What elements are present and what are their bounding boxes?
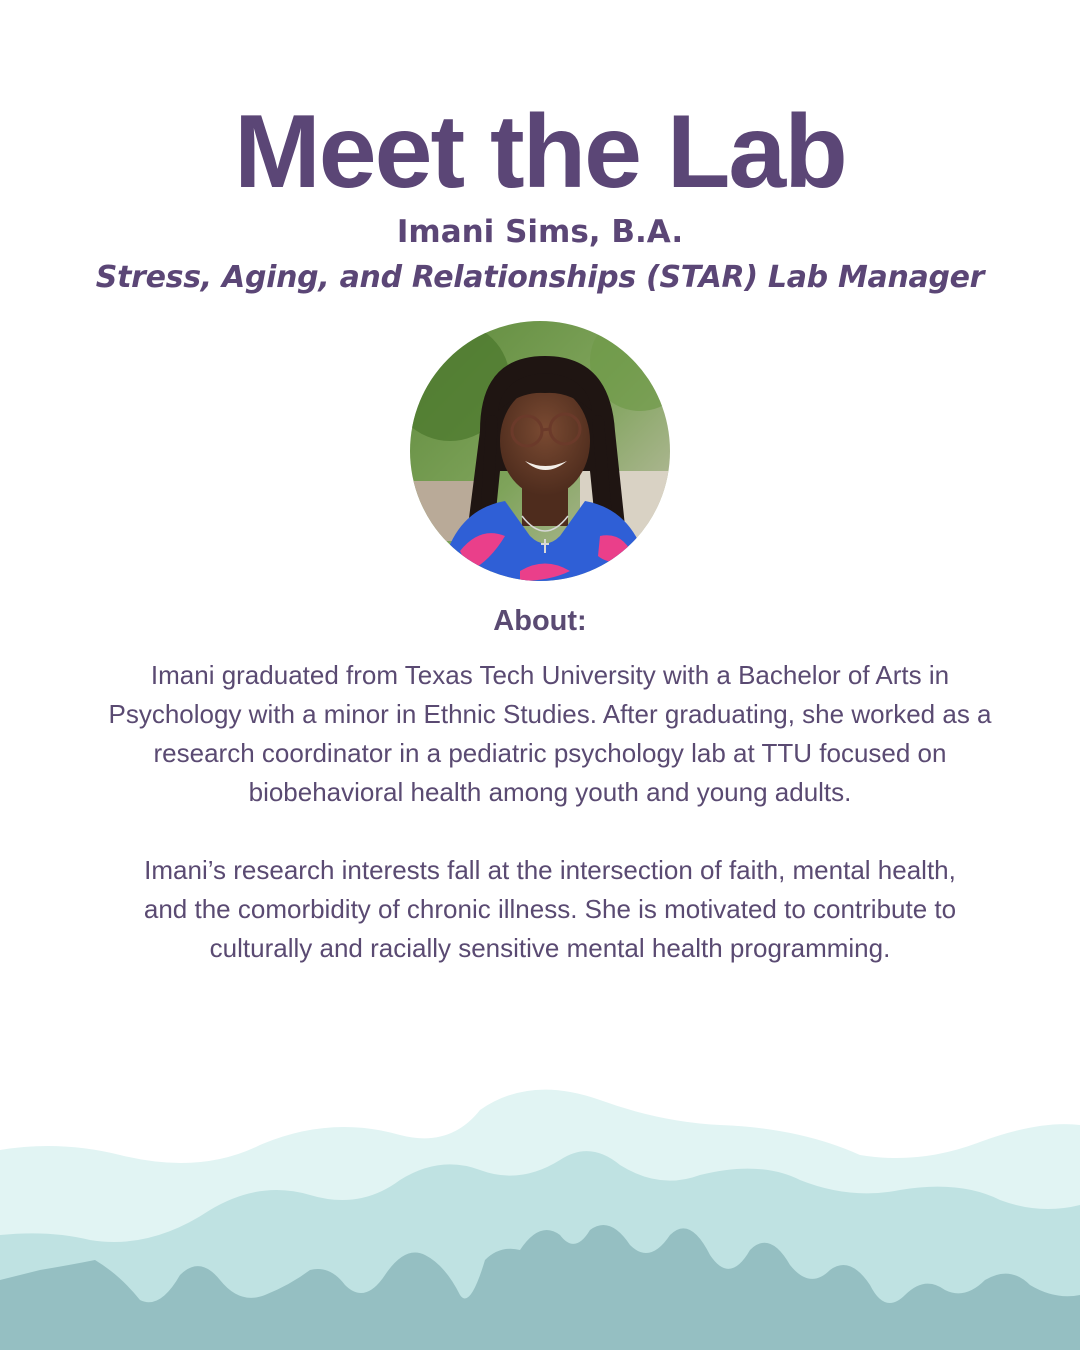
portrait-photo-icon [410,321,670,581]
decorative-waves [0,1070,1080,1350]
about-paragraph-1: Imani graduated from Texas Tech University with a Bachelor of Arts in Psychology with a minor in Ethnic Studies. After graduating, she worked as a research coordinator in a pediatric psychology lab at TTU focused on biobehavioral health among youth and young adults. [108,660,992,807]
member-name: Imani Sims, B.A. [396,214,684,250]
about-heading: About: [493,605,587,637]
member-role: Stress, Aging, and Relationships (STAR) Lab Manager [95,260,985,295]
page-title: Meet the Lab [234,94,846,210]
about-paragraph-2: Imani’s research interests fall at the intersection of faith, mental health, and the comorbidity of chronic illness. She is motivated to contribute to culturally and racially sensitive mental health programming. [143,855,957,963]
portrait-photo [410,321,670,581]
